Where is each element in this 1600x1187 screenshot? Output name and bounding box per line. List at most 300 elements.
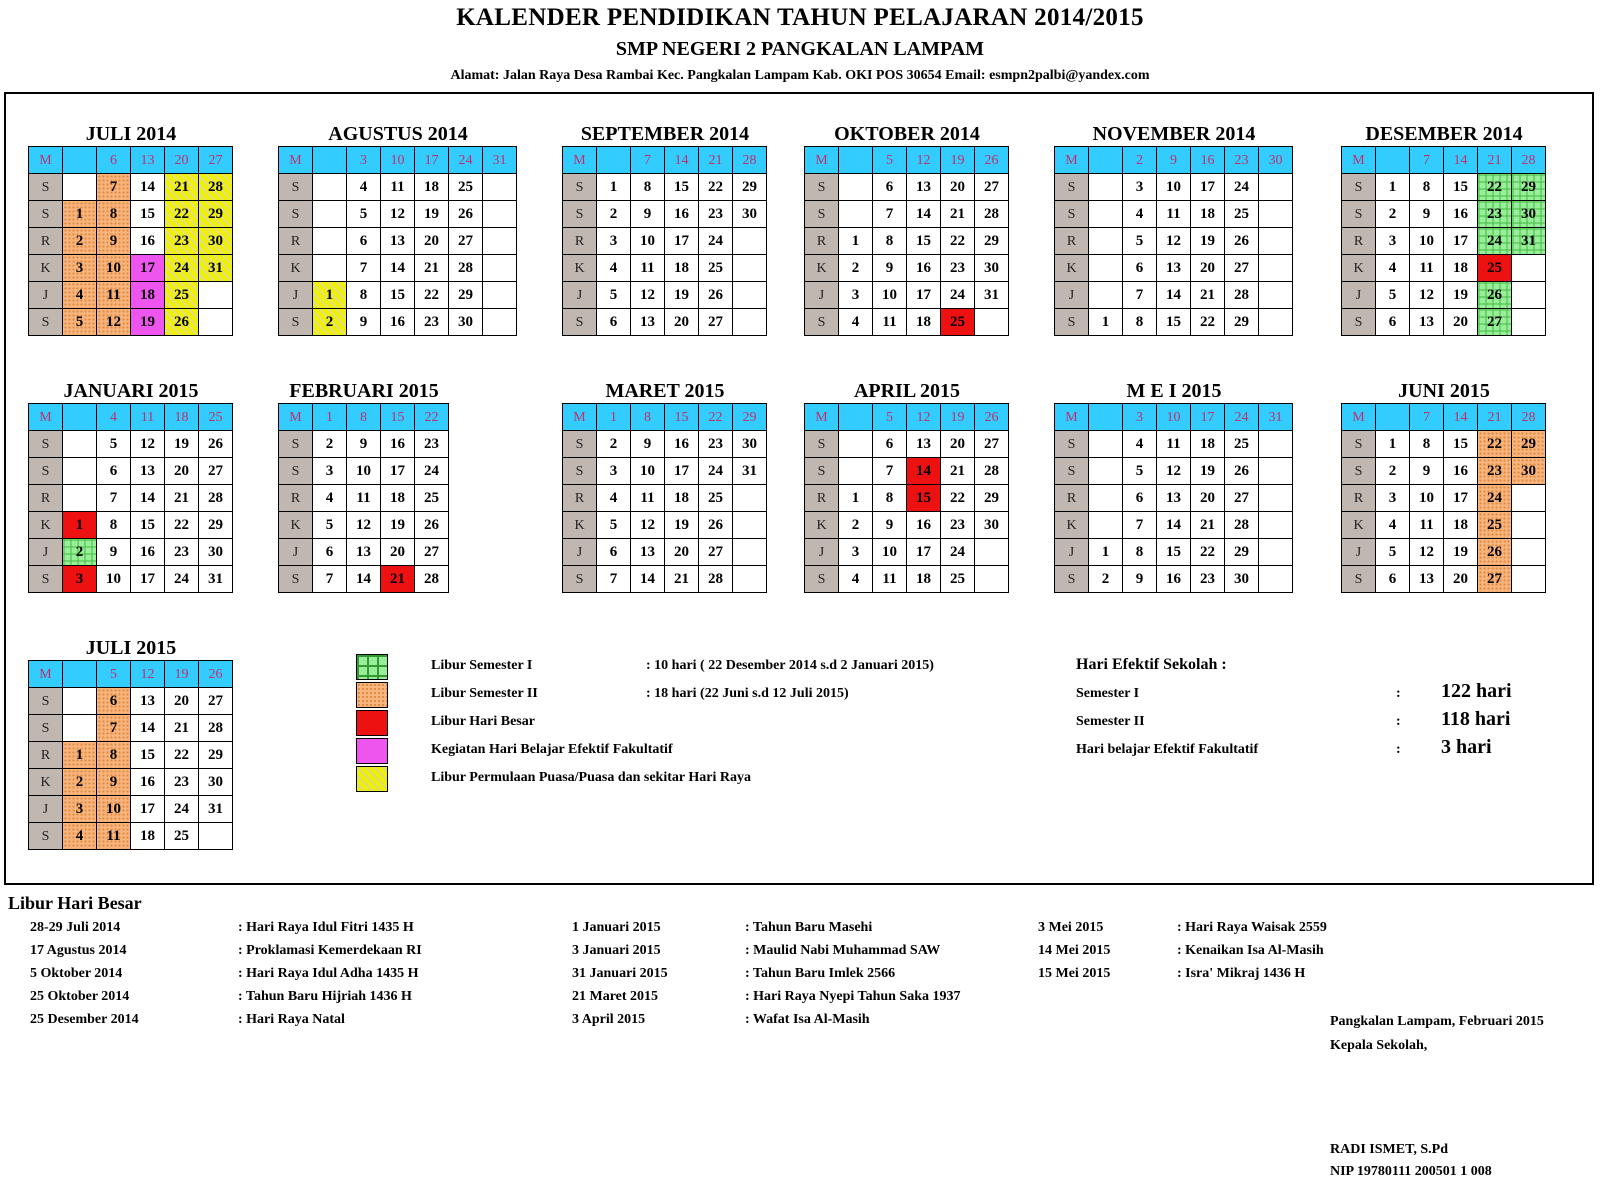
date-cell: 1 xyxy=(63,742,97,769)
date-cell: 13 xyxy=(131,458,165,485)
week-header-cell: 5 xyxy=(97,661,131,688)
date-cell: 26 xyxy=(699,282,733,309)
date-cell: 8 xyxy=(1410,431,1444,458)
date-cell xyxy=(733,309,767,336)
holiday-date: 31 Januari 2015 xyxy=(572,966,668,981)
date-cell xyxy=(1259,458,1293,485)
week-header-cell: 15 xyxy=(665,404,699,431)
day-name-cell: S xyxy=(29,715,63,742)
day-name-cell: S xyxy=(1055,458,1089,485)
date-cell: 4 xyxy=(597,485,631,512)
day-name-cell: S xyxy=(279,458,313,485)
date-cell: 1 xyxy=(313,282,347,309)
date-cell: 13 xyxy=(381,228,415,255)
date-cell: 30 xyxy=(1512,458,1546,485)
date-cell xyxy=(1089,485,1123,512)
holiday-date: 25 Oktober 2014 xyxy=(30,989,130,1004)
date-cell: 30 xyxy=(733,201,767,228)
date-cell: 29 xyxy=(1512,431,1546,458)
date-cell: 20 xyxy=(665,539,699,566)
date-cell: 16 xyxy=(131,769,165,796)
date-cell: 28 xyxy=(699,566,733,593)
day-name-cell: J xyxy=(805,539,839,566)
holiday-description: : Hari Raya Waisak 2559 xyxy=(1177,920,1327,935)
date-cell: 7 xyxy=(97,174,131,201)
date-cell: 24 xyxy=(1478,228,1512,255)
week-header-cell: M xyxy=(1342,147,1376,174)
day-name-cell: J xyxy=(1342,539,1376,566)
week-header-cell: 24 xyxy=(449,147,483,174)
date-cell xyxy=(839,174,873,201)
date-cell: 23 xyxy=(415,309,449,336)
date-cell: 3 xyxy=(1376,228,1410,255)
date-cell: 21 xyxy=(165,485,199,512)
date-cell: 12 xyxy=(1157,458,1191,485)
date-cell: 1 xyxy=(1376,431,1410,458)
date-cell: 30 xyxy=(975,512,1009,539)
day-name-cell: S xyxy=(29,431,63,458)
date-cell: 18 xyxy=(665,255,699,282)
month-calendar xyxy=(804,122,1010,336)
date-cell: 11 xyxy=(1157,431,1191,458)
day-name-cell: R xyxy=(29,742,63,769)
month-grid xyxy=(804,403,1009,593)
date-cell xyxy=(1512,309,1546,336)
holiday-description: : Tahun Baru Hijriah 1436 H xyxy=(238,989,412,1004)
date-cell: 8 xyxy=(97,512,131,539)
week-header-cell: 19 xyxy=(941,147,975,174)
legend-swatch-orange xyxy=(356,682,388,708)
date-cell: 4 xyxy=(597,255,631,282)
date-cell: 2 xyxy=(839,255,873,282)
date-cell: 6 xyxy=(873,431,907,458)
day-name-cell: S xyxy=(29,201,63,228)
holiday-description: : Hari Raya Idul Adha 1435 H xyxy=(238,966,419,981)
date-cell: 9 xyxy=(97,228,131,255)
date-cell: 18 xyxy=(131,823,165,850)
date-cell xyxy=(733,539,767,566)
date-cell: 3 xyxy=(839,282,873,309)
week-header-cell: M xyxy=(1342,404,1376,431)
date-cell: 30 xyxy=(449,309,483,336)
day-name-cell: K xyxy=(805,255,839,282)
effective-label: Semester I xyxy=(1076,686,1140,701)
date-cell: 1 xyxy=(1089,309,1123,336)
date-cell: 11 xyxy=(347,485,381,512)
date-cell xyxy=(483,201,517,228)
day-name-cell: J xyxy=(563,282,597,309)
date-cell: 22 xyxy=(1478,431,1512,458)
date-cell: 18 xyxy=(381,485,415,512)
day-name-cell: S xyxy=(29,566,63,593)
week-header-cell: 27 xyxy=(199,147,233,174)
week-header-cell: 28 xyxy=(733,147,767,174)
week-header-cell: M xyxy=(279,404,313,431)
week-header-cell: 16 xyxy=(1191,147,1225,174)
date-cell: 11 xyxy=(1410,512,1444,539)
month-calendar xyxy=(1341,379,1547,593)
date-cell xyxy=(975,539,1009,566)
date-cell: 12 xyxy=(631,282,665,309)
date-cell xyxy=(1512,512,1546,539)
date-cell: 3 xyxy=(597,228,631,255)
date-cell: 23 xyxy=(165,769,199,796)
date-cell: 15 xyxy=(907,485,941,512)
date-cell: 28 xyxy=(1225,282,1259,309)
week-header-cell: 25 xyxy=(199,404,233,431)
date-cell xyxy=(313,255,347,282)
date-cell: 8 xyxy=(97,742,131,769)
day-name-cell: S xyxy=(279,431,313,458)
date-cell: 27 xyxy=(1225,255,1259,282)
date-cell: 2 xyxy=(313,431,347,458)
week-header-cell: 17 xyxy=(415,147,449,174)
date-cell: 5 xyxy=(313,512,347,539)
date-cell: 27 xyxy=(975,174,1009,201)
date-cell: 25 xyxy=(415,485,449,512)
signature-name: RADI ISMET, S.Pd xyxy=(1330,1142,1448,1157)
week-header-cell xyxy=(63,147,97,174)
date-cell: 8 xyxy=(1410,174,1444,201)
week-header-cell: 10 xyxy=(381,147,415,174)
date-cell: 9 xyxy=(631,201,665,228)
day-name-cell: S xyxy=(1342,201,1376,228)
day-name-cell: K xyxy=(1342,255,1376,282)
date-cell xyxy=(733,255,767,282)
week-header-cell: 7 xyxy=(1410,404,1444,431)
week-header-cell: 12 xyxy=(131,661,165,688)
day-name-cell: S xyxy=(805,566,839,593)
week-header-cell xyxy=(313,147,347,174)
date-cell: 10 xyxy=(347,458,381,485)
date-cell: 15 xyxy=(1157,539,1191,566)
week-header-cell: 5 xyxy=(873,404,907,431)
date-cell: 25 xyxy=(941,566,975,593)
date-cell: 28 xyxy=(415,566,449,593)
day-name-cell: K xyxy=(29,769,63,796)
date-cell: 8 xyxy=(873,485,907,512)
holiday-date: 21 Maret 2015 xyxy=(572,989,659,1004)
date-cell xyxy=(839,431,873,458)
week-header-cell: 14 xyxy=(1444,147,1478,174)
date-cell: 28 xyxy=(449,255,483,282)
date-cell: 9 xyxy=(347,309,381,336)
date-cell: 29 xyxy=(199,512,233,539)
month-calendar xyxy=(28,379,234,593)
day-name-cell: S xyxy=(563,174,597,201)
day-name-cell: S xyxy=(29,823,63,850)
day-name-cell: S xyxy=(805,458,839,485)
effective-days-title: Hari Efektif Sekolah : xyxy=(1076,656,1227,673)
month-grid xyxy=(28,660,233,850)
date-cell: 25 xyxy=(941,309,975,336)
signature-role: Kepala Sekolah, xyxy=(1330,1038,1428,1053)
day-name-cell: K xyxy=(279,512,313,539)
month-title: JULI 2015 xyxy=(85,637,177,659)
date-cell: 11 xyxy=(1157,201,1191,228)
date-cell: 17 xyxy=(381,458,415,485)
day-name-cell: S xyxy=(29,688,63,715)
date-cell: 11 xyxy=(873,566,907,593)
week-header-cell: 21 xyxy=(1478,404,1512,431)
date-cell xyxy=(839,201,873,228)
date-cell: 5 xyxy=(1123,228,1157,255)
week-header-cell xyxy=(839,147,873,174)
date-cell: 6 xyxy=(597,309,631,336)
month-calendar xyxy=(562,122,768,336)
date-cell: 20 xyxy=(941,174,975,201)
week-header-cell: 1 xyxy=(313,404,347,431)
legend-swatch-magenta xyxy=(356,738,388,764)
date-cell: 5 xyxy=(97,431,131,458)
date-cell: 10 xyxy=(873,282,907,309)
date-cell: 19 xyxy=(665,512,699,539)
date-cell: 6 xyxy=(597,539,631,566)
date-cell: 10 xyxy=(1157,174,1191,201)
date-cell: 6 xyxy=(873,174,907,201)
day-name-cell: S xyxy=(1342,309,1376,336)
holiday-description: : Tahun Baru Imlek 2566 xyxy=(745,966,896,981)
day-name-cell: S xyxy=(563,431,597,458)
week-header-cell: 20 xyxy=(165,147,199,174)
month-grid xyxy=(278,146,517,336)
month-grid xyxy=(1054,146,1293,336)
week-header-cell xyxy=(1376,404,1410,431)
date-cell: 21 xyxy=(415,255,449,282)
date-cell: 24 xyxy=(699,458,733,485)
month-calendar xyxy=(278,379,450,593)
week-header-cell: M xyxy=(29,404,63,431)
date-cell: 1 xyxy=(63,512,97,539)
week-header-cell: 18 xyxy=(165,404,199,431)
date-cell: 8 xyxy=(1123,309,1157,336)
date-cell xyxy=(63,485,97,512)
date-cell: 8 xyxy=(97,201,131,228)
calendar-frame xyxy=(4,92,1594,885)
month-title: JULI 2014 xyxy=(85,123,177,145)
date-cell: 7 xyxy=(1123,512,1157,539)
week-header-cell: 13 xyxy=(131,147,165,174)
date-cell xyxy=(1259,228,1293,255)
legend-value: : 18 hari (22 Juni s.d 12 Juli 2015) xyxy=(646,686,849,701)
day-name-cell: R xyxy=(805,485,839,512)
date-cell: 10 xyxy=(97,566,131,593)
page-title: KALENDER PENDIDIKAN TAHUN PELAJARAN 2014/2015 xyxy=(456,4,1144,31)
date-cell: 22 xyxy=(1191,309,1225,336)
date-cell: 15 xyxy=(131,742,165,769)
date-cell: 25 xyxy=(1478,255,1512,282)
day-name-cell: S xyxy=(279,174,313,201)
date-cell: 26 xyxy=(699,512,733,539)
week-header-cell: M xyxy=(563,147,597,174)
holiday-description: : Hari Raya Natal xyxy=(238,1012,345,1027)
date-cell: 26 xyxy=(1225,228,1259,255)
date-cell xyxy=(1259,512,1293,539)
week-header-cell: 28 xyxy=(1512,404,1546,431)
day-name-cell: K xyxy=(805,512,839,539)
week-header-cell: 1 xyxy=(597,404,631,431)
legend-swatch-red xyxy=(356,710,388,736)
date-cell: 3 xyxy=(313,458,347,485)
date-cell: 18 xyxy=(1191,431,1225,458)
date-cell xyxy=(1259,201,1293,228)
week-header-cell: 26 xyxy=(199,661,233,688)
date-cell xyxy=(63,431,97,458)
date-cell xyxy=(63,174,97,201)
date-cell: 23 xyxy=(941,255,975,282)
date-cell: 18 xyxy=(131,282,165,309)
week-header-cell: 11 xyxy=(131,404,165,431)
date-cell: 23 xyxy=(1191,566,1225,593)
month-title: AGUSTUS 2014 xyxy=(328,123,468,145)
day-name-cell: S xyxy=(805,174,839,201)
date-cell: 20 xyxy=(165,458,199,485)
month-grid xyxy=(1341,403,1546,593)
date-cell: 22 xyxy=(415,282,449,309)
date-cell xyxy=(1512,255,1546,282)
holiday-description: : Hari Raya Idul Fitri 1435 H xyxy=(238,920,414,935)
month-grid xyxy=(1054,403,1293,593)
date-cell: 27 xyxy=(415,539,449,566)
date-cell: 26 xyxy=(1225,458,1259,485)
month-grid xyxy=(562,403,767,593)
date-cell: 16 xyxy=(665,201,699,228)
week-header-cell: 7 xyxy=(1410,147,1444,174)
effective-label: Hari belajar Efektif Fakultatif xyxy=(1076,742,1259,757)
school-name: SMP NEGERI 2 PANGKALAN LAMPAM xyxy=(615,38,985,60)
date-cell xyxy=(313,228,347,255)
week-header-cell xyxy=(1376,147,1410,174)
date-cell xyxy=(733,512,767,539)
date-cell xyxy=(1089,228,1123,255)
holiday-date: 25 Desember 2014 xyxy=(30,1012,139,1027)
date-cell: 15 xyxy=(1444,174,1478,201)
date-cell: 9 xyxy=(97,539,131,566)
date-cell: 24 xyxy=(941,539,975,566)
day-name-cell: R xyxy=(563,228,597,255)
date-cell xyxy=(1259,282,1293,309)
date-cell: 19 xyxy=(131,309,165,336)
date-cell: 2 xyxy=(63,539,97,566)
week-header-cell: 15 xyxy=(381,404,415,431)
date-cell: 9 xyxy=(631,431,665,458)
week-header-cell: 31 xyxy=(1259,404,1293,431)
week-header-cell: M xyxy=(805,404,839,431)
day-name-cell: R xyxy=(563,485,597,512)
date-cell: 27 xyxy=(449,228,483,255)
month-title: OKTOBER 2014 xyxy=(834,123,980,145)
date-cell: 23 xyxy=(1478,458,1512,485)
date-cell: 27 xyxy=(699,539,733,566)
date-cell: 17 xyxy=(665,228,699,255)
day-name-cell: S xyxy=(1055,431,1089,458)
week-header-cell: M xyxy=(279,147,313,174)
holiday-description: : Proklamasi Kemerdekaan RI xyxy=(238,943,422,958)
date-cell: 21 xyxy=(941,201,975,228)
date-cell: 4 xyxy=(839,309,873,336)
date-cell: 4 xyxy=(347,174,381,201)
date-cell: 5 xyxy=(597,282,631,309)
date-cell: 25 xyxy=(165,823,199,850)
holiday-date: 3 Januari 2015 xyxy=(572,943,661,958)
date-cell: 13 xyxy=(631,539,665,566)
date-cell: 24 xyxy=(1225,174,1259,201)
date-cell: 25 xyxy=(449,174,483,201)
date-cell: 7 xyxy=(873,458,907,485)
legend-label: Kegiatan Hari Belajar Efektif Fakultatif xyxy=(431,742,673,757)
date-cell: 14 xyxy=(381,255,415,282)
date-cell: 13 xyxy=(1157,255,1191,282)
date-cell: 2 xyxy=(1376,458,1410,485)
date-cell: 10 xyxy=(631,458,665,485)
month-title: APRIL 2015 xyxy=(853,380,961,402)
effective-value: 3 hari xyxy=(1441,736,1492,758)
date-cell: 14 xyxy=(907,458,941,485)
date-cell: 22 xyxy=(699,174,733,201)
day-name-cell: S xyxy=(1342,174,1376,201)
date-cell: 8 xyxy=(347,282,381,309)
week-header-cell xyxy=(1089,147,1123,174)
week-header-cell: 3 xyxy=(1123,404,1157,431)
date-cell: 9 xyxy=(347,431,381,458)
week-header-cell: 24 xyxy=(1225,404,1259,431)
week-header-cell xyxy=(1089,404,1123,431)
legend-row xyxy=(356,766,1036,794)
date-cell: 21 xyxy=(165,715,199,742)
day-name-cell: K xyxy=(563,512,597,539)
school-address: Alamat: Jalan Raya Desa Rambai Kec. Pangkalan Lampam Kab. OKI POS 30654 Email: esmpn2palbi@yandex.com xyxy=(450,68,1150,83)
date-cell: 26 xyxy=(199,431,233,458)
date-cell xyxy=(1512,566,1546,593)
day-name-cell: R xyxy=(1342,228,1376,255)
date-cell: 23 xyxy=(165,539,199,566)
date-cell: 20 xyxy=(1191,255,1225,282)
week-header-cell: 3 xyxy=(347,147,381,174)
date-cell xyxy=(313,174,347,201)
date-cell: 1 xyxy=(1089,539,1123,566)
date-cell: 1 xyxy=(839,485,873,512)
date-cell: 13 xyxy=(631,309,665,336)
date-cell: 23 xyxy=(699,201,733,228)
week-header-cell: 8 xyxy=(631,404,665,431)
date-cell: 23 xyxy=(415,431,449,458)
date-cell: 3 xyxy=(63,255,97,282)
month-title: DESEMBER 2014 xyxy=(1365,123,1523,145)
date-cell: 30 xyxy=(199,539,233,566)
month-grid xyxy=(562,146,767,336)
date-cell xyxy=(1089,201,1123,228)
week-header-cell: 26 xyxy=(975,404,1009,431)
date-cell: 27 xyxy=(975,431,1009,458)
date-cell: 14 xyxy=(347,566,381,593)
date-cell: 14 xyxy=(131,174,165,201)
holiday-date: 3 April 2015 xyxy=(572,1012,646,1027)
month-calendar xyxy=(804,379,1010,593)
holiday-description: : Tahun Baru Masehi xyxy=(745,920,873,935)
date-cell: 14 xyxy=(131,715,165,742)
date-cell: 16 xyxy=(665,431,699,458)
date-cell: 21 xyxy=(381,566,415,593)
date-cell: 13 xyxy=(1410,566,1444,593)
week-header-cell: 28 xyxy=(1512,147,1546,174)
holiday-description: : Kenaikan Isa Al-Masih xyxy=(1177,943,1324,958)
date-cell: 27 xyxy=(199,688,233,715)
date-cell: 25 xyxy=(1225,431,1259,458)
date-cell: 13 xyxy=(907,174,941,201)
holiday-description: : Isra' Mikraj 1436 H xyxy=(1177,966,1306,981)
signature-nip: NIP 19780111 200501 1 008 xyxy=(1330,1164,1492,1179)
date-cell xyxy=(483,174,517,201)
